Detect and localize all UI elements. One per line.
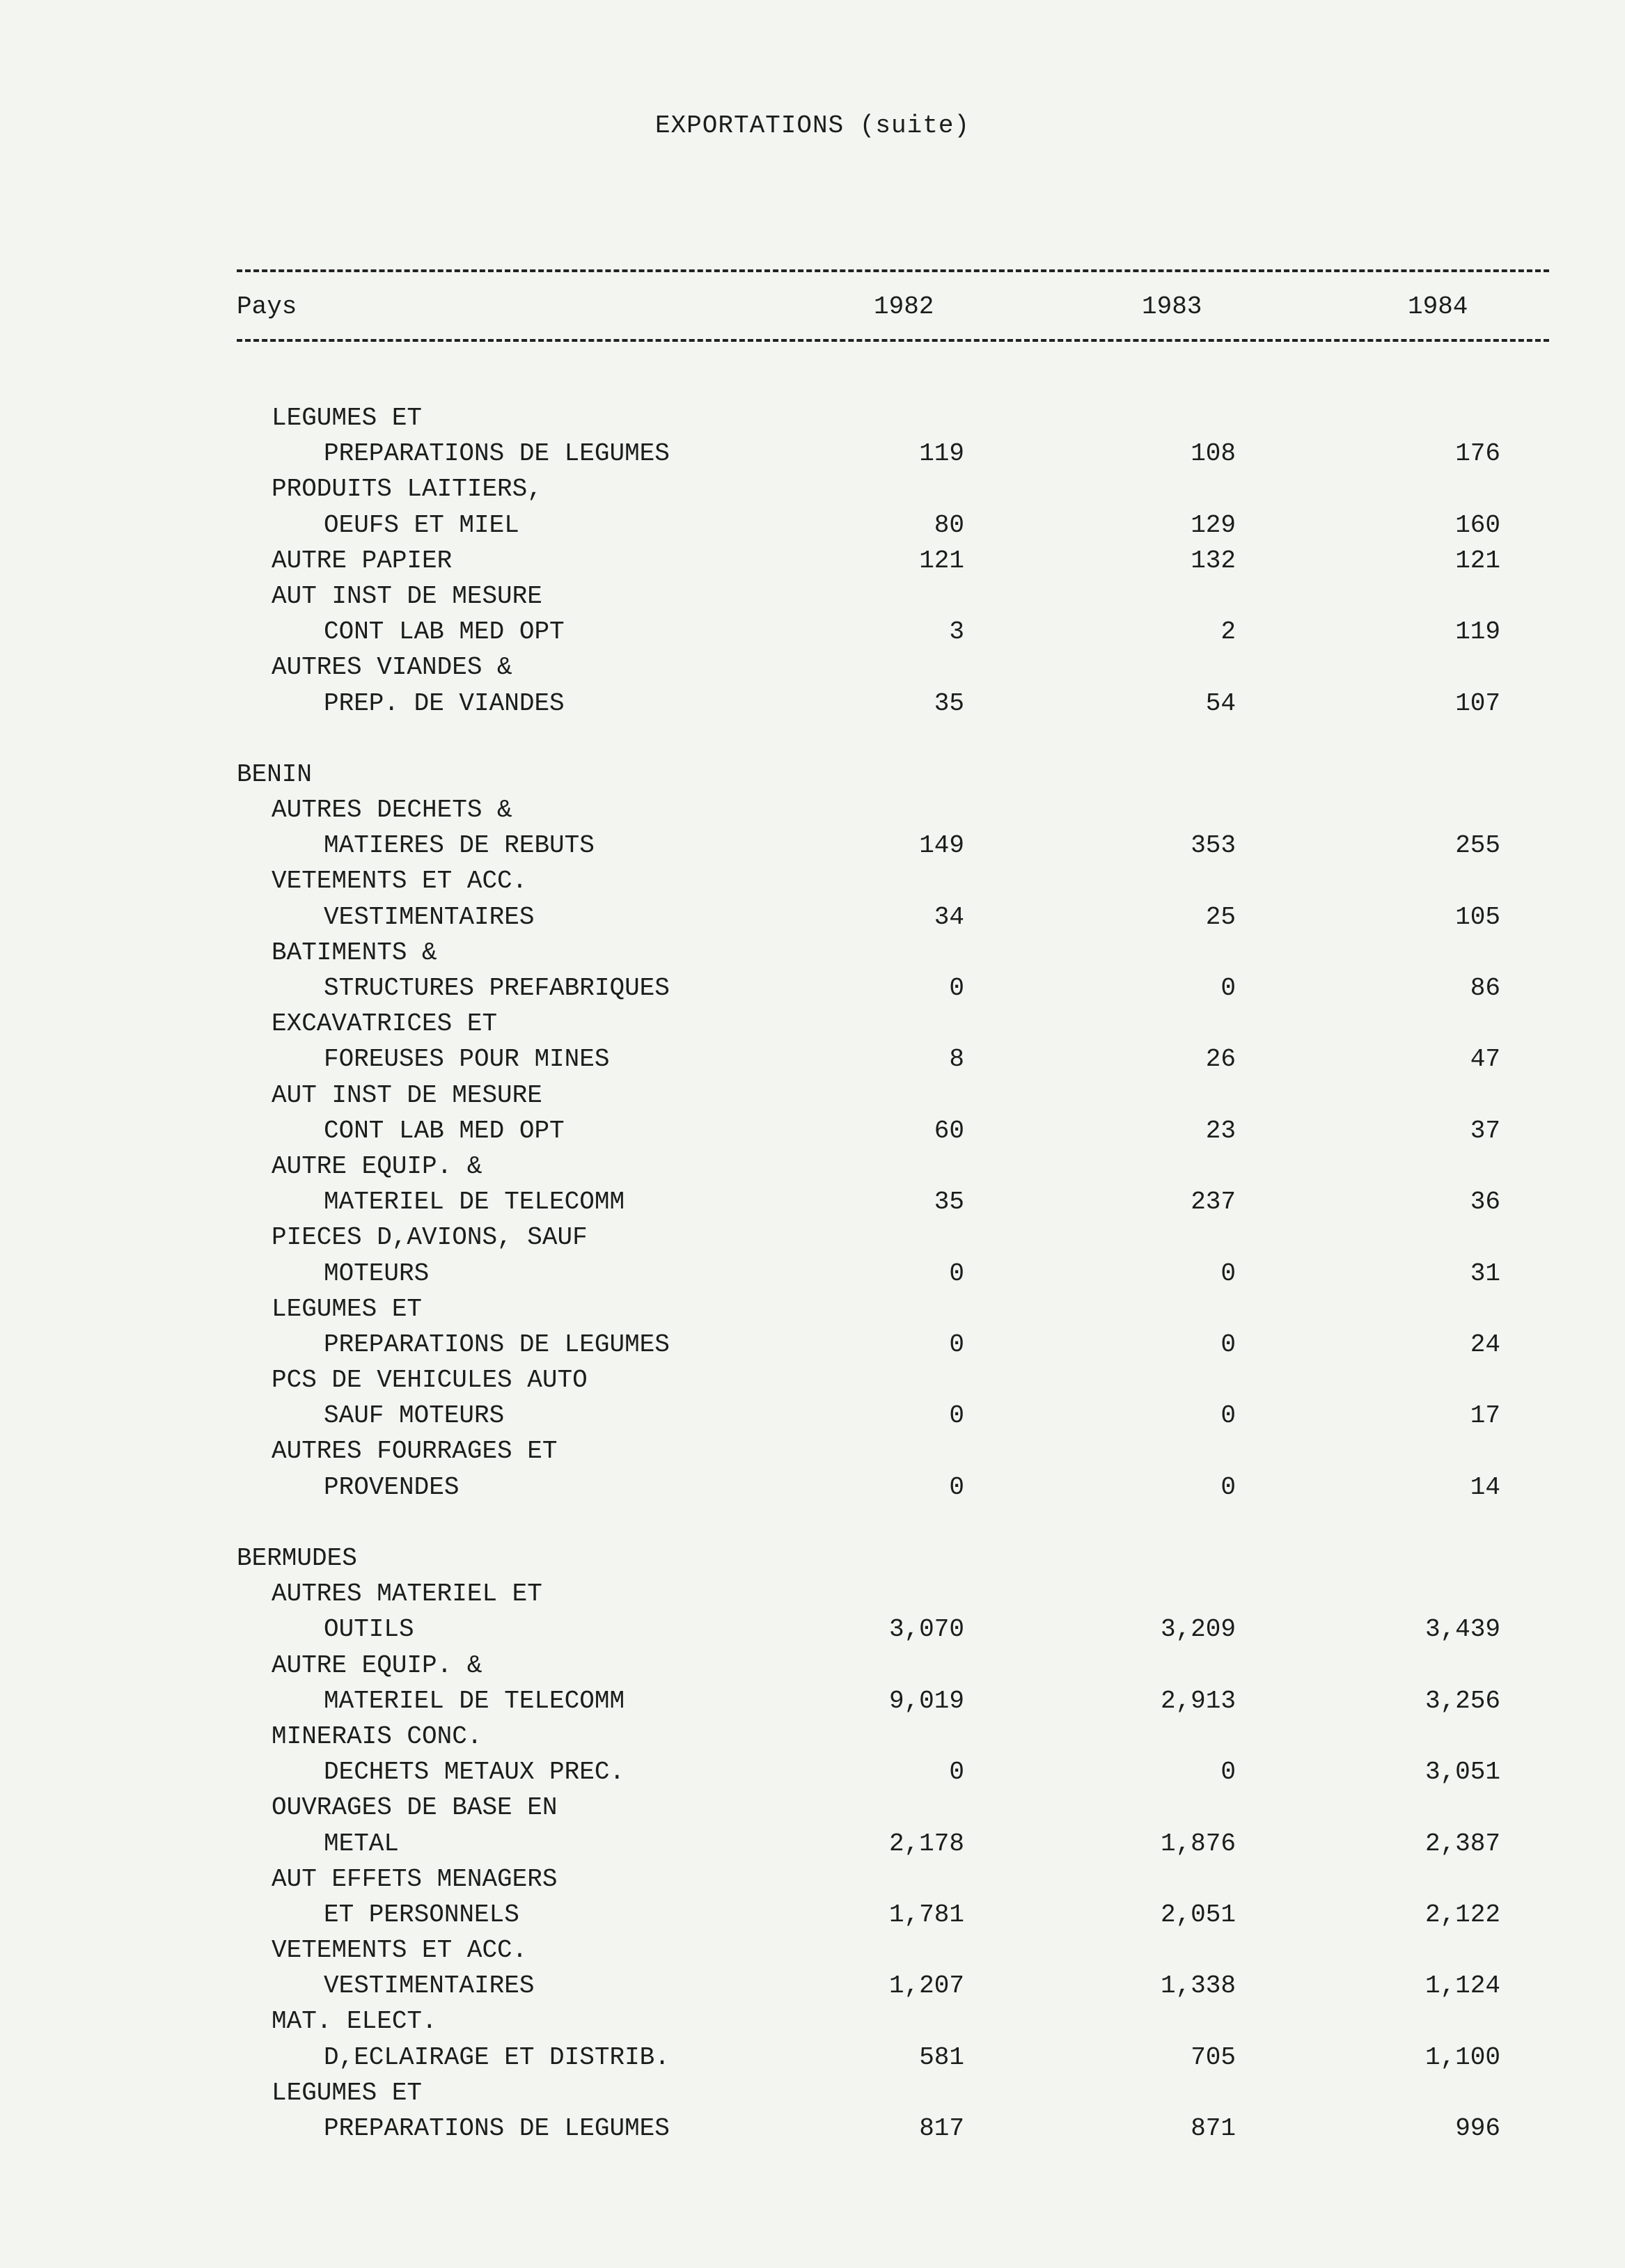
value-1983: 26 (1205, 1045, 1236, 1074)
table-row (0, 974, 1625, 1009)
table-row (0, 831, 1625, 867)
country-name: BERMUDES (237, 1544, 357, 1573)
product-label: MATIERES DE REBUTS (324, 831, 595, 860)
table-row (0, 1117, 1625, 1152)
value-1982: 0 (949, 1401, 964, 1431)
value-1984: 24 (1470, 1330, 1500, 1359)
value-1983: 3,209 (1160, 1615, 1236, 1644)
value-1984: 17 (1470, 1401, 1500, 1431)
header-1982: 1982 (874, 292, 934, 321)
table-row (0, 867, 1625, 902)
table-row (0, 1366, 1625, 1401)
table-row (0, 1900, 1625, 1936)
table-row (0, 1437, 1625, 1472)
product-label: AUTRES FOURRAGES ET (272, 1437, 558, 1466)
value-1984: 1,124 (1424, 1971, 1500, 2001)
value-1982: 0 (949, 1330, 964, 1359)
value-1984: 2,387 (1424, 1829, 1500, 1858)
top-rule (237, 269, 1549, 272)
product-label: AUT INST DE MESURE (272, 1080, 542, 1110)
table-row (0, 1651, 1625, 1687)
product-label: OUVRAGES DE BASE EN (272, 1793, 558, 1822)
value-1983: 132 (1191, 546, 1236, 575)
product-label: LEGUMES ET (272, 2078, 423, 2107)
table-row (0, 1330, 1625, 1366)
value-1983: 353 (1191, 831, 1236, 860)
product-label: AUTRES MATERIEL ET (272, 1580, 542, 1609)
value-1983: 237 (1191, 1188, 1236, 1217)
value-1984: 31 (1470, 1259, 1500, 1288)
value-1984: 2,122 (1424, 1900, 1500, 1929)
product-label: AUT EFFETS MENAGERS (272, 1864, 558, 1893)
value-1982: 1,781 (888, 1900, 964, 1929)
table-row (0, 2079, 1625, 2114)
table-row (0, 1722, 1625, 1758)
product-label: D,ECLAIRAGE ET DISTRIB. (324, 2042, 670, 2072)
value-1982: 149 (919, 831, 964, 860)
table-row (0, 1045, 1625, 1080)
product-label: MATERIEL DE TELECOMM (324, 1686, 625, 1715)
product-label: SAUF MOTEURS (324, 1401, 505, 1431)
value-1984: 105 (1455, 902, 1500, 931)
product-label: PIECES D,AVIONS, SAUF (272, 1223, 588, 1252)
product-label: DECHETS METAUX PREC. (324, 1758, 625, 1787)
value-1984: 160 (1455, 510, 1500, 540)
value-1984: 1,100 (1424, 2042, 1500, 2072)
product-label: VETEMENTS ET ACC. (272, 1936, 528, 1965)
value-1984: 119 (1455, 617, 1500, 647)
table-row (0, 689, 1625, 725)
table-row (0, 1865, 1625, 1900)
value-1983: 0 (1220, 1758, 1236, 1787)
product-label: VESTIMENTAIRES (324, 902, 535, 931)
value-1983: 705 (1191, 2042, 1236, 2072)
product-label: AUT INST DE MESURE (272, 581, 542, 611)
product-label: STRUCTURES PREFABRIQUES (324, 974, 670, 1002)
value-1982: 0 (949, 1259, 964, 1288)
table-row (0, 2114, 1625, 2150)
table-row (0, 546, 1625, 582)
value-1982: 121 (919, 546, 964, 575)
country-row (0, 1544, 1625, 1580)
product-label: METAL (324, 1829, 400, 1858)
value-1982: 34 (934, 902, 964, 931)
product-label: AUTRE EQUIP. & (272, 1651, 482, 1680)
table-row (0, 475, 1625, 510)
page-title: EXPORTATIONS (suite) (654, 111, 971, 140)
product-label: MAT. ELECT. (272, 2007, 437, 2036)
value-1982: 35 (934, 1188, 964, 1217)
value-1982: 0 (949, 1472, 964, 1502)
value-1984: 47 (1470, 1045, 1500, 1074)
product-label: MOTEURS (324, 1259, 430, 1288)
value-1983: 2,051 (1160, 1900, 1236, 1929)
header-rule (237, 339, 1549, 342)
value-1983: 2 (1220, 617, 1236, 647)
table-row (0, 1758, 1625, 1793)
table-row (0, 1509, 1625, 1544)
product-label: BATIMENTS & (272, 938, 437, 967)
value-1982: 0 (949, 974, 964, 1002)
product-label: VESTIMENTAIRES (324, 1971, 535, 2001)
table-row (0, 582, 1625, 617)
product-label: ET PERSONNELS (324, 1900, 519, 1929)
value-1984: 121 (1455, 546, 1500, 575)
table-row (0, 404, 1625, 439)
product-label: PCS DE VEHICULES AUTO (272, 1366, 588, 1395)
product-label: AUTRES DECHETS & (272, 796, 512, 825)
value-1982: 8 (949, 1045, 964, 1074)
table-row (0, 1009, 1625, 1045)
value-1984: 3,256 (1424, 1686, 1500, 1715)
product-label: EXCAVATRICES ET (272, 1009, 498, 1039)
value-1984: 255 (1455, 831, 1500, 860)
value-1982: 581 (919, 2042, 964, 2072)
table-row (0, 725, 1625, 760)
table-row (0, 1188, 1625, 1223)
table-row (0, 617, 1625, 653)
value-1982: 2,178 (888, 1829, 964, 1858)
table-row (0, 1936, 1625, 1971)
value-1983: 0 (1220, 974, 1236, 1002)
table-row (0, 2007, 1625, 2042)
product-label: PREPARATIONS DE LEGUMES (324, 1330, 670, 1359)
product-label: OEUFS ET MIEL (324, 510, 519, 540)
product-label: MINERAIS CONC. (272, 1722, 482, 1751)
product-label: VETEMENTS ET ACC. (272, 867, 528, 896)
value-1983: 0 (1220, 1259, 1236, 1288)
table-body (0, 404, 1625, 2150)
value-1982: 3,070 (888, 1615, 964, 1644)
product-label: OUTILS (324, 1615, 414, 1644)
table-header (0, 292, 1625, 327)
product-label: PRODUITS LAITIERS, (272, 475, 542, 504)
table-row (0, 903, 1625, 938)
value-1982: 35 (934, 688, 964, 718)
product-label: CONT LAB MED OPT (324, 617, 565, 647)
header-1983: 1983 (1142, 292, 1202, 321)
value-1982: 817 (919, 2114, 964, 2143)
table-row (0, 1259, 1625, 1295)
value-1983: 1,876 (1160, 1829, 1236, 1858)
value-1983: 2,913 (1160, 1686, 1236, 1715)
product-label: CONT LAB MED OPT (324, 1116, 565, 1145)
table-row (0, 938, 1625, 974)
table-row (0, 1615, 1625, 1651)
value-1982: 3 (949, 617, 964, 647)
value-1984: 3,439 (1424, 1615, 1500, 1644)
value-1982: 119 (919, 439, 964, 468)
table-row (0, 1971, 1625, 2007)
value-1983: 0 (1220, 1330, 1236, 1359)
table-row (0, 1081, 1625, 1117)
product-label: LEGUMES ET (272, 1294, 423, 1323)
value-1984: 176 (1455, 439, 1500, 468)
product-label: MATERIEL DE TELECOMM (324, 1188, 625, 1217)
value-1984: 996 (1455, 2114, 1500, 2143)
value-1983: 1,338 (1160, 1971, 1236, 2001)
value-1984: 86 (1470, 974, 1500, 1002)
table-row (0, 511, 1625, 546)
table-row (0, 653, 1625, 688)
country-row (0, 760, 1625, 796)
product-label: PREP. DE VIANDES (324, 688, 565, 718)
value-1982: 60 (934, 1116, 964, 1145)
value-1983: 871 (1191, 2114, 1236, 2143)
header-country: Pays (237, 292, 297, 321)
value-1982: 9,019 (888, 1686, 964, 1715)
value-1983: 54 (1205, 688, 1236, 718)
product-label: PROVENDES (324, 1472, 460, 1502)
value-1983: 0 (1220, 1401, 1236, 1431)
product-label: AUTRE PAPIER (272, 546, 453, 575)
header-1984: 1984 (1408, 292, 1468, 321)
value-1984: 37 (1470, 1116, 1500, 1145)
table-row (0, 2043, 1625, 2079)
table-row (0, 1580, 1625, 1615)
value-1984: 36 (1470, 1188, 1500, 1217)
product-label: FOREUSES POUR MINES (324, 1045, 610, 1074)
table-row (0, 1401, 1625, 1437)
value-1983: 0 (1220, 1472, 1236, 1502)
value-1982: 1,207 (888, 1971, 964, 2001)
value-1984: 107 (1455, 688, 1500, 718)
value-1982: 0 (949, 1758, 964, 1787)
table-row (0, 1687, 1625, 1722)
product-label: PREPARATIONS DE LEGUMES (324, 439, 670, 468)
value-1982: 80 (934, 510, 964, 540)
value-1984: 14 (1470, 1472, 1500, 1502)
table-row (0, 1793, 1625, 1829)
product-label: AUTRE EQUIP. & (272, 1151, 482, 1181)
product-label: LEGUMES ET (272, 404, 423, 432)
table-row (0, 1473, 1625, 1509)
table-row (0, 1223, 1625, 1259)
product-label: AUTRES VIANDES & (272, 653, 512, 682)
table-row (0, 796, 1625, 831)
value-1983: 108 (1191, 439, 1236, 468)
value-1983: 25 (1205, 902, 1236, 931)
value-1984: 3,051 (1424, 1758, 1500, 1787)
table-row (0, 1295, 1625, 1330)
product-label: PREPARATIONS DE LEGUMES (324, 2114, 670, 2143)
table-row (0, 439, 1625, 475)
country-name: BENIN (237, 759, 313, 789)
value-1983: 129 (1191, 510, 1236, 540)
table-row (0, 1152, 1625, 1188)
value-1983: 23 (1205, 1116, 1236, 1145)
table-row (0, 1829, 1625, 1865)
